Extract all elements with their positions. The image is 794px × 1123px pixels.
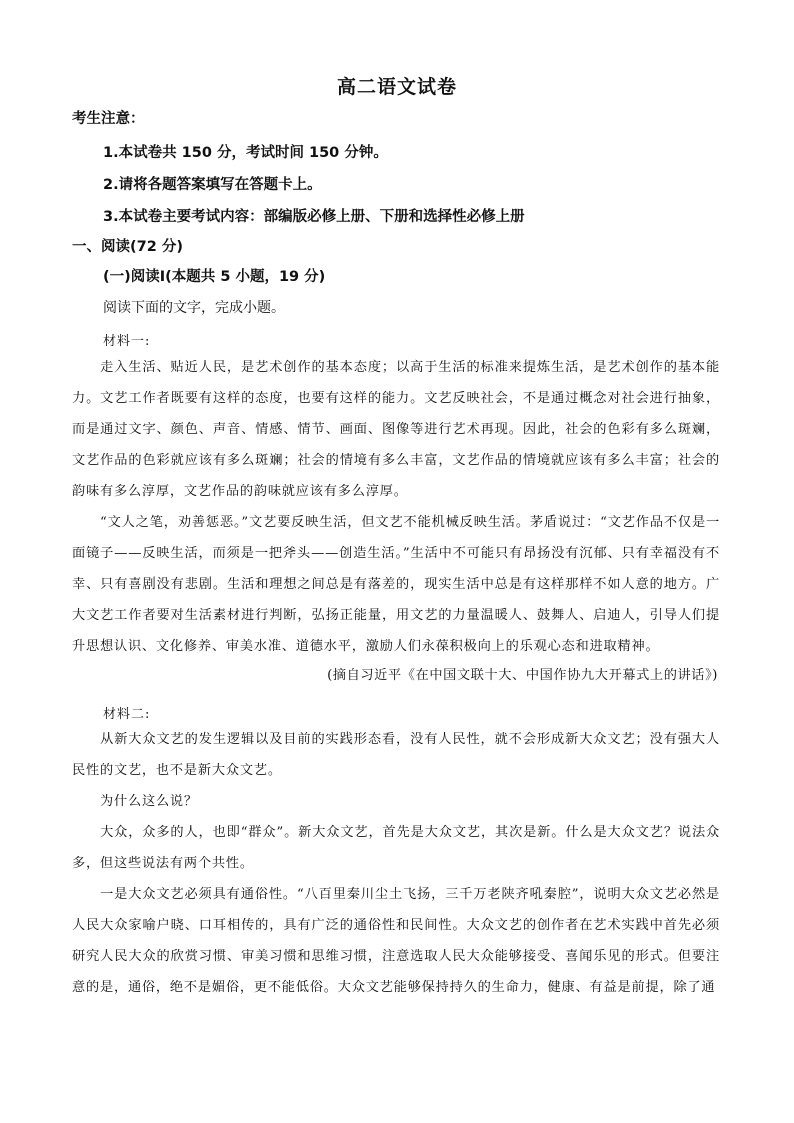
material-1-paragraph [72,507,720,662]
paragraph-text: 从新大众文艺的发生逻辑以及目前的实践形态看，没有人民性，就不会形成新大众文艺；没有强大人民性的文艺，也不是新大众文艺。 [72,732,720,778]
material-1-source: (摘自习近平《在中国文联十大、中国作协九大开幕式上的讲话》) [327,668,718,683]
material-2-paragraph [72,786,720,817]
notice-heading: 考生注意： [72,111,145,127]
paragraph-text: 大众，众多的人，也即“群众”。新大众文艺，首先是大众文艺，其次是新。什么是大众文艺？说法众多，但这些说法有两个共性。 [72,825,720,871]
page-title: 高二语文试卷 [336,76,457,98]
paragraph-text: 一是大众文艺必须具有通俗性。“八百里秦川尘土飞扬，三千万老陕齐吼秦腔”，说明大众文艺必然是人民大众家喻户晓、口耳相传的，具有广泛的通俗性和民间性。大众文艺的创作者在艺术实践中首先必须研究人民大众的欣赏习惯、审美习惯和思维习惯，注意选取人民大众能够接受、喜闻乐见的形式。但要注意的是，通俗，绝不是媚俗，更不能低俗。大众文艺能够保持持久的生命力，健康、有益是前提，除了通 [72,887,720,995]
material-1-label: 材料一: [103,334,151,349]
paragraph-text: 为什么这么说？ [100,794,198,809]
material-1-paragraph [72,352,720,507]
material-2-paragraph [72,817,720,879]
material-2-paragraph [72,879,720,1003]
paragraph-text: “文人之笔，劝善惩恶。”文艺要反映生活，但文艺不能机械反映生活。茅盾说过：“文艺作品不仅是一面镜子——反映生活，而须是一把斧头——创造生活。”生活中不可能只有昂扬没有沉郁、只有幸福没有不幸、只有喜剧没有悲剧。生活和理想之间总是有落差的，现实生活中总是有这样那样不如人意的地方。广大文艺工作者要对生活素材进行判断，弘扬正能量，用文艺的力量温暖人、鼓舞人、启迪人，引导人们提升思想认识、文化修养、审美水准、道德水平，激励人们永葆积极向上的乐观心态和进取精神。 [72,515,720,654]
notice-item: 2.请将各题答案填写在答题卡上。 [103,177,322,193]
subsection-heading: (一)阅读Ⅰ(本题共 5 小题，19 分) [103,269,326,285]
material-2-label: 材料二: [103,707,151,722]
reading-instruction: 阅读下面的文字，完成小题。 [103,300,285,316]
material-2-paragraph [72,724,720,786]
notice-item: 1.本试卷共 150 分，考试时间 150 分钟。 [103,145,388,161]
paragraph-text: 走入生活、贴近人民，是艺术创作的基本态度；以高于生活的标准来提炼生活，是艺术创作的基本能力。文艺工作者既要有这样的态度，也要有这样的能力。文艺反映社会，不是通过概念对社会进行抽象，而是通过文字、颜色、声音、情感、情节、画面、图像等进行艺术再现。因此，社会的色彩有多么斑斓，文艺作品的色彩就应该有多么斑斓；社会的情境有多么丰富，文艺作品的情境就应该有多么丰富；社会的韵味有多么淳厚，文艺作品的韵味就应该有多么淳厚。 [72,360,720,499]
notice-item: 3.本试卷主要考试内容：部编版必修上册、下册和选择性必修上册 [103,209,525,225]
section-heading: 一、阅读(72 分) [72,239,183,255]
